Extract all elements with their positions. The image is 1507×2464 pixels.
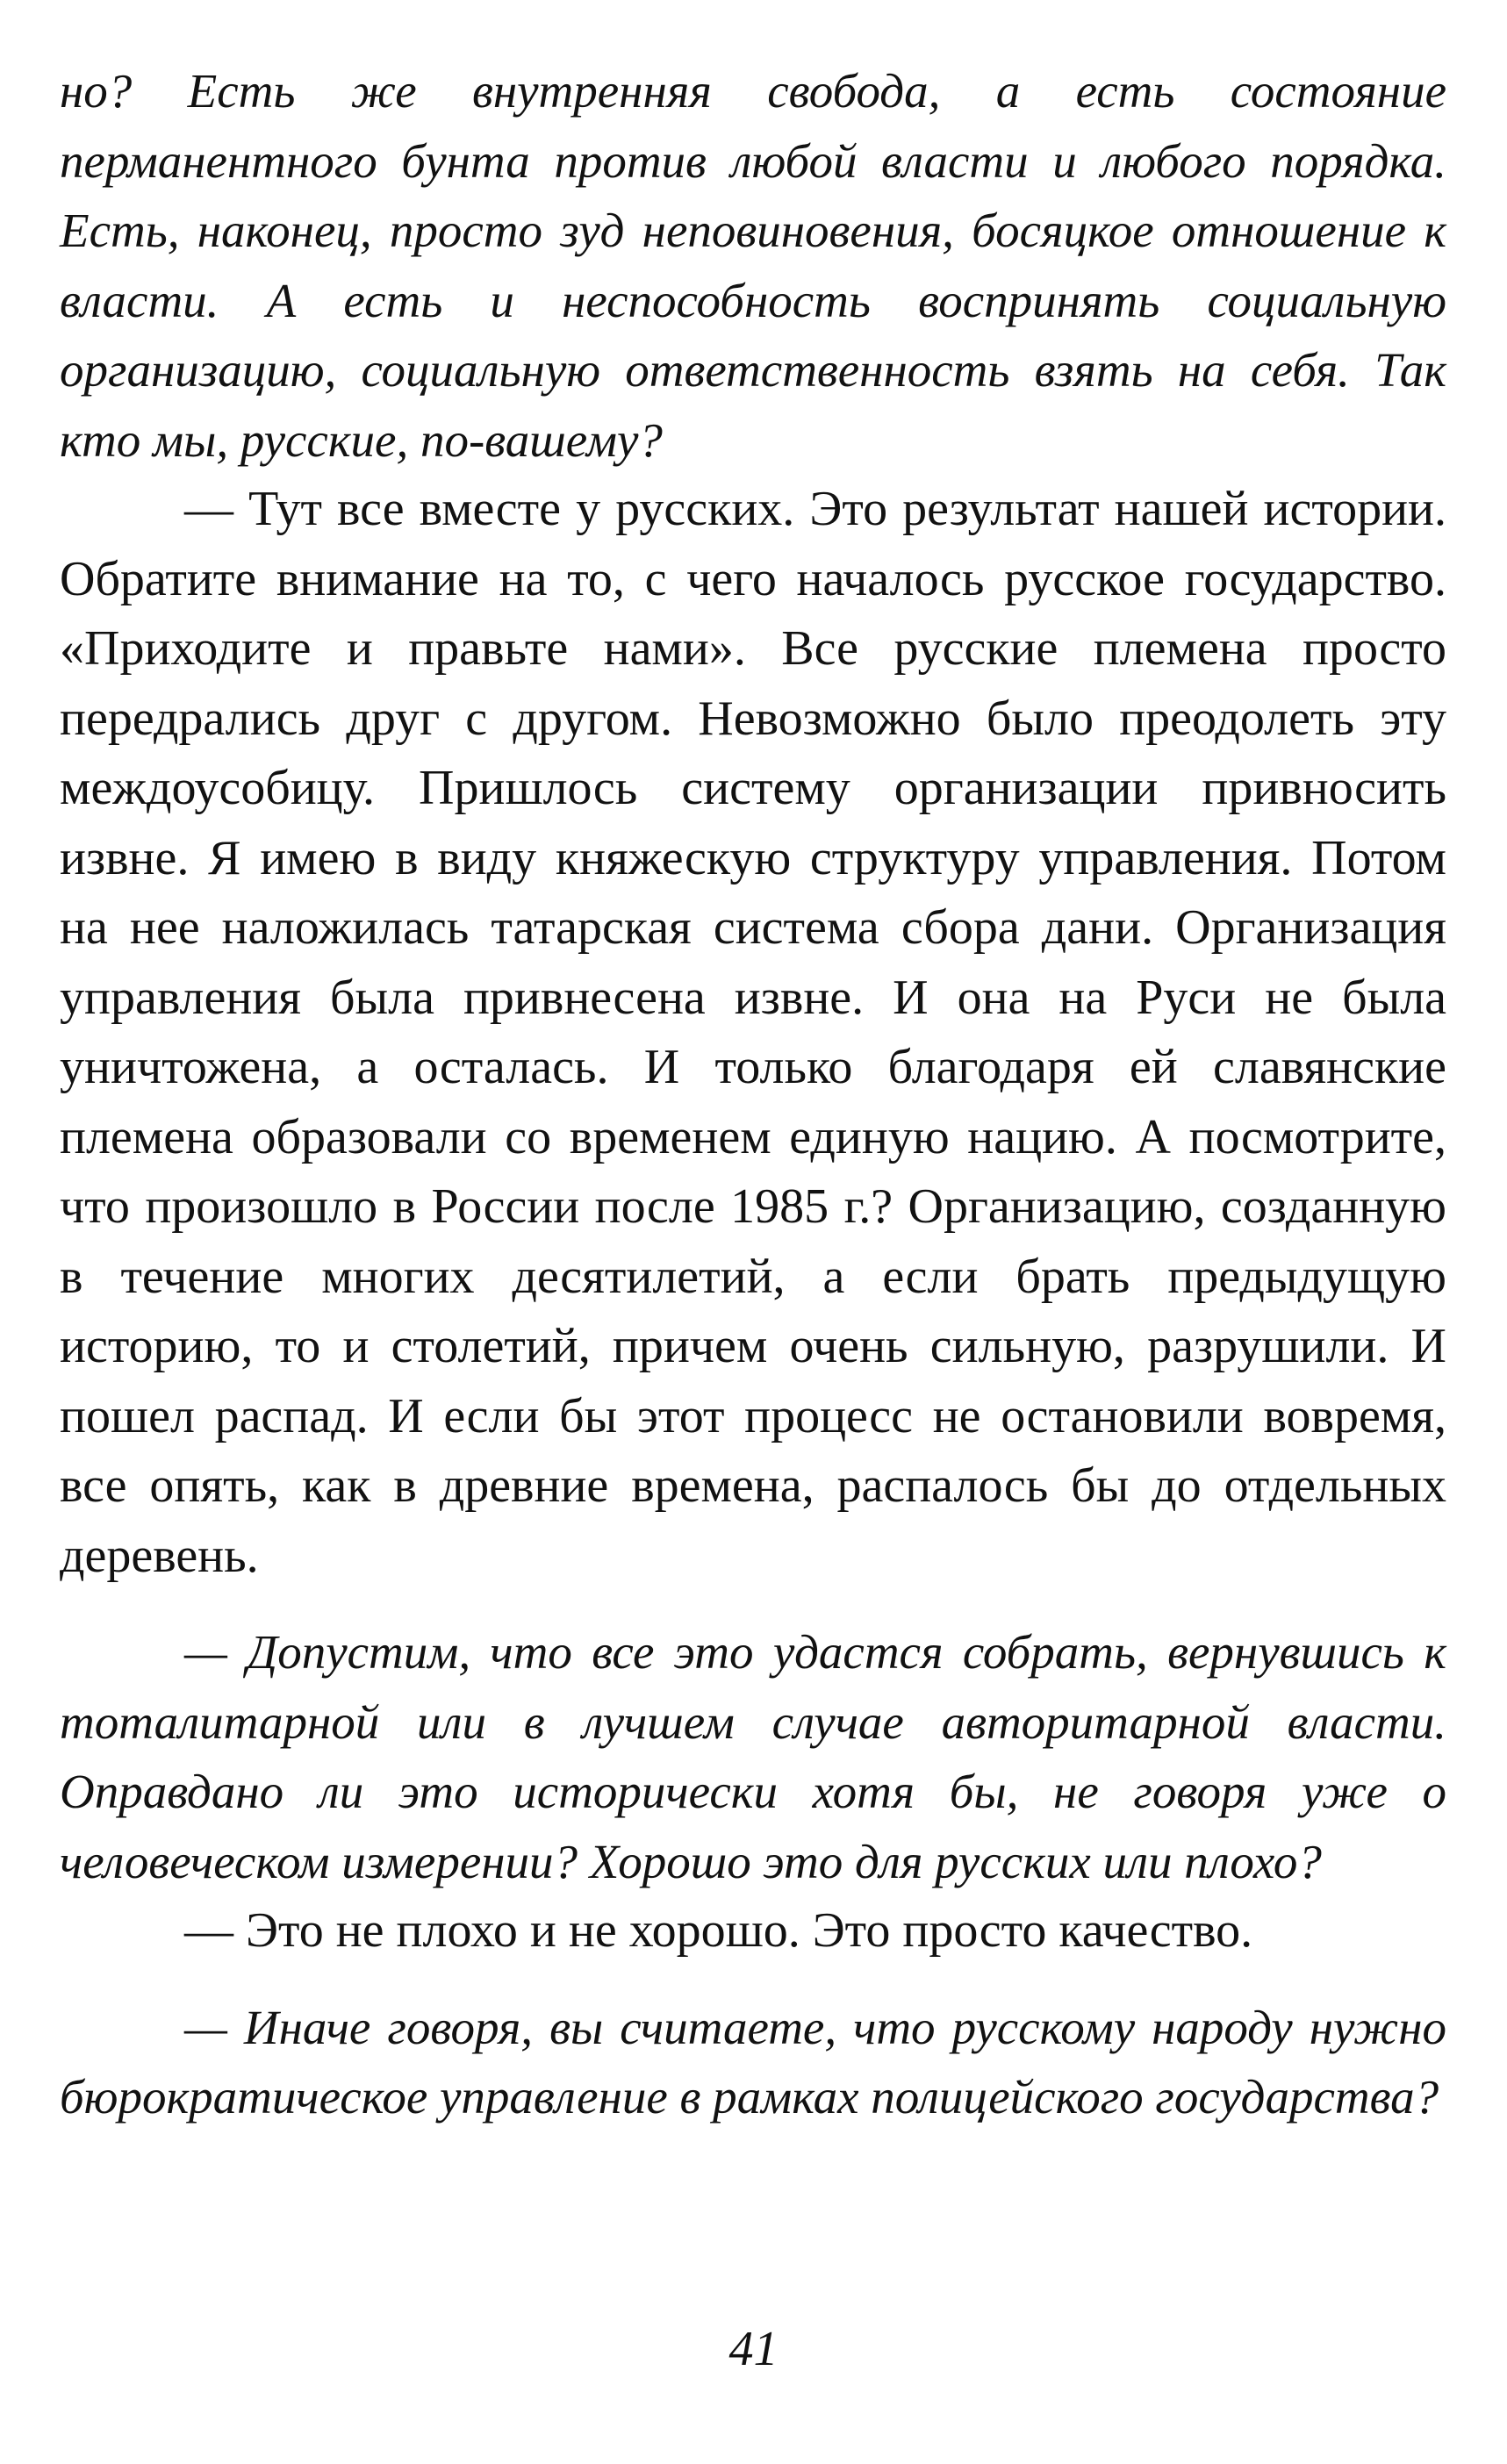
book-page: [60, 56, 1446, 2464]
question-paragraph: — Допустим, что все это удастся собрать, вернувшись к тоталитарной или в лучшем случае авторитарной власти. Оправдано ли это исторически хотя бы, не говоря уже о человеческом измерении? Хорошо это для русских или плохо?: [60, 1625, 1446, 1888]
page-number: 41: [728, 2322, 779, 2376]
answer-paragraph: — Тут все вместе у русских. Это результат нашей истории. Обратите внимание на то, с чего началось русское государство. «Приходите и правьте нами». Все русские племена просто передрались друг с другом. Невозможно было преодолеть эту междоусобицу. Пришлось систему организации привносить извне. Я имею в виду княжескую структуру управления. Потом на нее наложилась татарская система сбора дани. Организация управления была привнесена извне. И она на Руси не была уничтожена, а осталась. И только благодаря ей славянские племена образовали со временем единую нацию. А посмотрите, что произошло в России после 1985 г.? Организацию, созданную в течение многих десятилетий, а если брать предыдущую историю, то и столетий, причем очень сильную, разрушили. И пошел распад. И если бы этот процесс не остановили вовремя, все опять, как в древние времена, распалось бы до отдельных деревень.: [60, 482, 1446, 1583]
answer-paragraph: — Это не плохо и не хорошо. Это просто качество.: [184, 1903, 1253, 1958]
question-paragraph: — Иначе говоря, вы считаете, что русскому народу нужно бюрократическое управление в рамках полицейского государства?: [60, 2000, 1446, 2124]
question-paragraph-continued: но? Есть же внутренняя свобода, а есть состояние перманентного бунта против любой власти и любого порядка. Есть, наконец, просто зуд неповиновения, босяцкое отношение к власти. А есть и неспособность воспринять социальную организацию, социальную ответственность взять на себя. Так кто мы, русские, по-вашему?: [60, 64, 1446, 467]
